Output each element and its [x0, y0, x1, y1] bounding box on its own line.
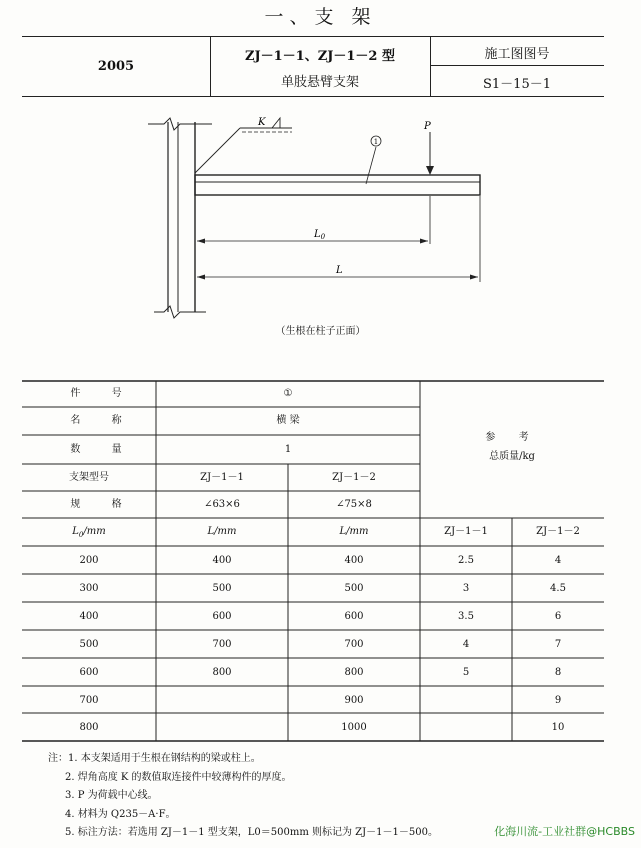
part-marker-number: 1: [373, 138, 379, 146]
header-drawing-no: S1－15－1: [483, 77, 551, 92]
cell-l-2: 800: [344, 667, 364, 678]
col-header-mass-2: ZJ－1－2: [536, 526, 580, 537]
col-header-l-2: L/mm: [339, 526, 369, 537]
cell-l-2: 1000: [341, 722, 367, 733]
name-value: 横 梁: [276, 415, 300, 426]
weld-k-label: K: [258, 117, 266, 128]
cell-mass-2: 6: [554, 611, 562, 622]
header-name: 单肢悬臂支架: [280, 75, 359, 90]
col-header-l0: $L_0/mm$: [72, 526, 106, 539]
cell-l0: 300: [79, 583, 99, 594]
note-1: 注：1. 本支架适用于生根在钢结构的梁或柱上。: [48, 753, 261, 764]
label-part-no: 件 号: [70, 388, 136, 399]
cell-mass-1: 3: [462, 583, 470, 594]
cell-mass-2: 10: [551, 722, 565, 733]
note-2: 2. 焊角高度 K 的数值取连接件中较薄构件的厚度。: [65, 772, 292, 783]
reference-subtitle: 总质量/kg: [489, 451, 535, 462]
cell-l-2: 500: [344, 583, 364, 594]
cell-l-2: 400: [344, 555, 364, 566]
watermark-text: 化海川流-工业社群@HCBBS: [494, 825, 635, 838]
l-label: L: [336, 265, 343, 276]
qty-value: 1: [284, 444, 292, 455]
cell-mass-2: 4: [554, 555, 562, 566]
cell-l0: 700: [79, 695, 99, 706]
col-header-mass-1: ZJ－1－1: [444, 526, 488, 537]
cell-l-2: 700: [344, 639, 364, 650]
label-qty: 数 量: [70, 444, 136, 455]
cell-l0: 600: [79, 667, 99, 678]
cell-mass-2: 9: [554, 695, 562, 706]
label-name: 名 称: [70, 415, 136, 426]
load-p-label: P: [424, 121, 431, 132]
cell-l0: 400: [79, 611, 99, 622]
cell-l0: 200: [79, 555, 99, 566]
cell-mass-2: 7: [554, 639, 562, 650]
cell-l-1: 700: [212, 639, 232, 650]
note-4: 4. 材料为 Q235－A·F。: [65, 809, 176, 820]
note-5: 5. 标注方法：若选用 ZJ－1－1 型支架，L0＝500mm 则标记为 ZJ－1－1－500。: [65, 827, 438, 838]
cell-l-1: 400: [212, 555, 232, 566]
cell-mass-2: 8: [554, 667, 562, 678]
col-header-l-1: L/mm: [207, 526, 237, 537]
reference-title: 参 考: [485, 432, 539, 443]
cell-mass-2: 4.5: [550, 583, 566, 594]
l0-label: $L_0$: [314, 229, 326, 241]
cell-mass-1: 4: [462, 639, 470, 650]
cell-l0: 500: [79, 639, 99, 650]
label-model: 支架型号: [69, 472, 109, 483]
cell-l-2: 600: [344, 611, 364, 622]
header-model-line: ZJ－1－1、ZJ－1－2 型: [245, 49, 395, 64]
note-3: 3. P 为荷载中心线。: [65, 790, 158, 801]
cell-mass-1: 5: [462, 667, 470, 678]
drawing-caption: （生根在柱子正面）: [275, 326, 366, 337]
cell-mass-1: 3.5: [458, 611, 474, 622]
spec-2: ∠75×8: [336, 499, 372, 510]
header-drawing-no-label: 施工图图号: [484, 47, 550, 62]
cell-l-1: 600: [212, 611, 232, 622]
cell-l-1: 500: [212, 583, 232, 594]
header-year: 2005: [97, 59, 135, 74]
spec-1: ∠63×6: [204, 499, 240, 510]
cell-l-2: 900: [344, 695, 364, 706]
model-1: ZJ－1－1: [200, 472, 244, 483]
part-no-value: ①: [283, 388, 293, 399]
cell-mass-1: 2.5: [458, 555, 474, 566]
cell-l-1: 800: [212, 667, 232, 678]
cell-l0: 800: [79, 722, 99, 733]
page-title: 一、支 架: [264, 6, 377, 28]
model-2: ZJ－1－2: [332, 472, 376, 483]
label-spec: 规 格: [70, 499, 136, 510]
